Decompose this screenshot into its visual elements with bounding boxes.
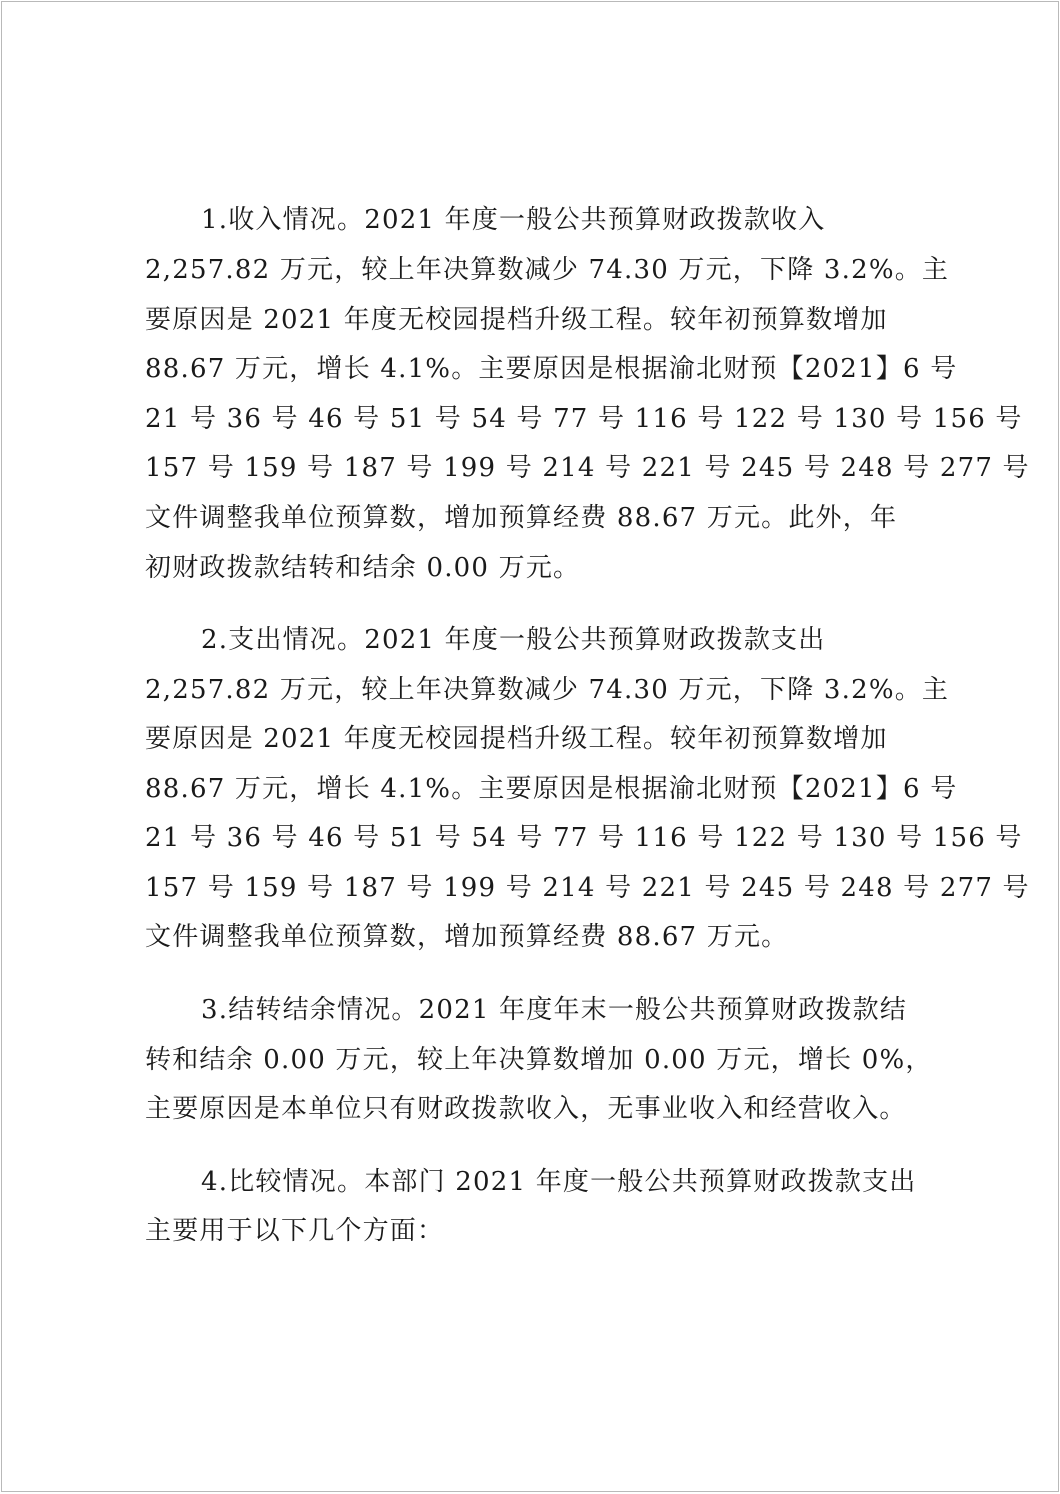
paragraph-line: 2.支出情况。2021 年度一般公共预算财政拨款支出 — [201, 625, 826, 655]
paragraph-line: 21 号 36 号 46 号 51 号 54 号 77 号 116 号 122 号 130 号 156 号 — [145, 404, 1023, 434]
paragraph-line: 主要原因是本单位只有财政拨款收入，无事业收入和经营收入。 — [145, 1094, 907, 1124]
paragraph-line: 要原因是 2021 年度无校园提档升级工程。较年初预算数增加 — [145, 305, 888, 335]
paragraph-line: 88.67 万元，增长 4.1%。主要原因是根据渝北财预【2021】6 号 — [145, 774, 958, 804]
paragraph-line: 3.结转结余情况。2021 年度年末一般公共预算财政拨款结 — [201, 995, 908, 1025]
paragraph-line: 主要用于以下几个方面： — [145, 1216, 445, 1246]
paragraph-line: 4.比较情况。本部门 2021 年度一般公共预算财政拨款支出 — [201, 1167, 917, 1197]
paragraph-line: 1.收入情况。2021 年度一般公共预算财政拨款收入 — [201, 205, 826, 235]
paragraph-line: 88.67 万元，增长 4.1%。主要原因是根据渝北财预【2021】6 号 — [145, 354, 958, 384]
paragraph-line: 初财政拨款结转和结余 0.00 万元。 — [145, 553, 581, 583]
document-page — [1, 1, 1059, 1492]
paragraph-line: 要原因是 2021 年度无校园提档升级工程。较年初预算数增加 — [145, 724, 888, 754]
paragraph-line: 2,257.82 万元，较上年决算数减少 74.30 万元，下降 3.2%。主 — [145, 675, 950, 705]
paragraph-line: 转和结余 0.00 万元，较上年决算数增加 0.00 万元，增长 0%， — [145, 1045, 933, 1075]
paragraph-line: 157 号 159 号 187 号 199 号 214 号 221 号 245 号 248 号 277 号 — [145, 873, 1030, 903]
paragraph-line: 文件调整我单位预算数，增加预算经费 88.67 万元。 — [145, 922, 789, 952]
paragraph-line: 21 号 36 号 46 号 51 号 54 号 77 号 116 号 122 号 130 号 156 号 — [145, 823, 1023, 853]
paragraph-line: 157 号 159 号 187 号 199 号 214 号 221 号 245 号 248 号 277 号 — [145, 453, 1030, 483]
paragraph-line: 2,257.82 万元，较上年决算数减少 74.30 万元，下降 3.2%。主 — [145, 255, 950, 285]
paragraph-line: 文件调整我单位预算数，增加预算经费 88.67 万元。此外，年 — [145, 503, 898, 533]
